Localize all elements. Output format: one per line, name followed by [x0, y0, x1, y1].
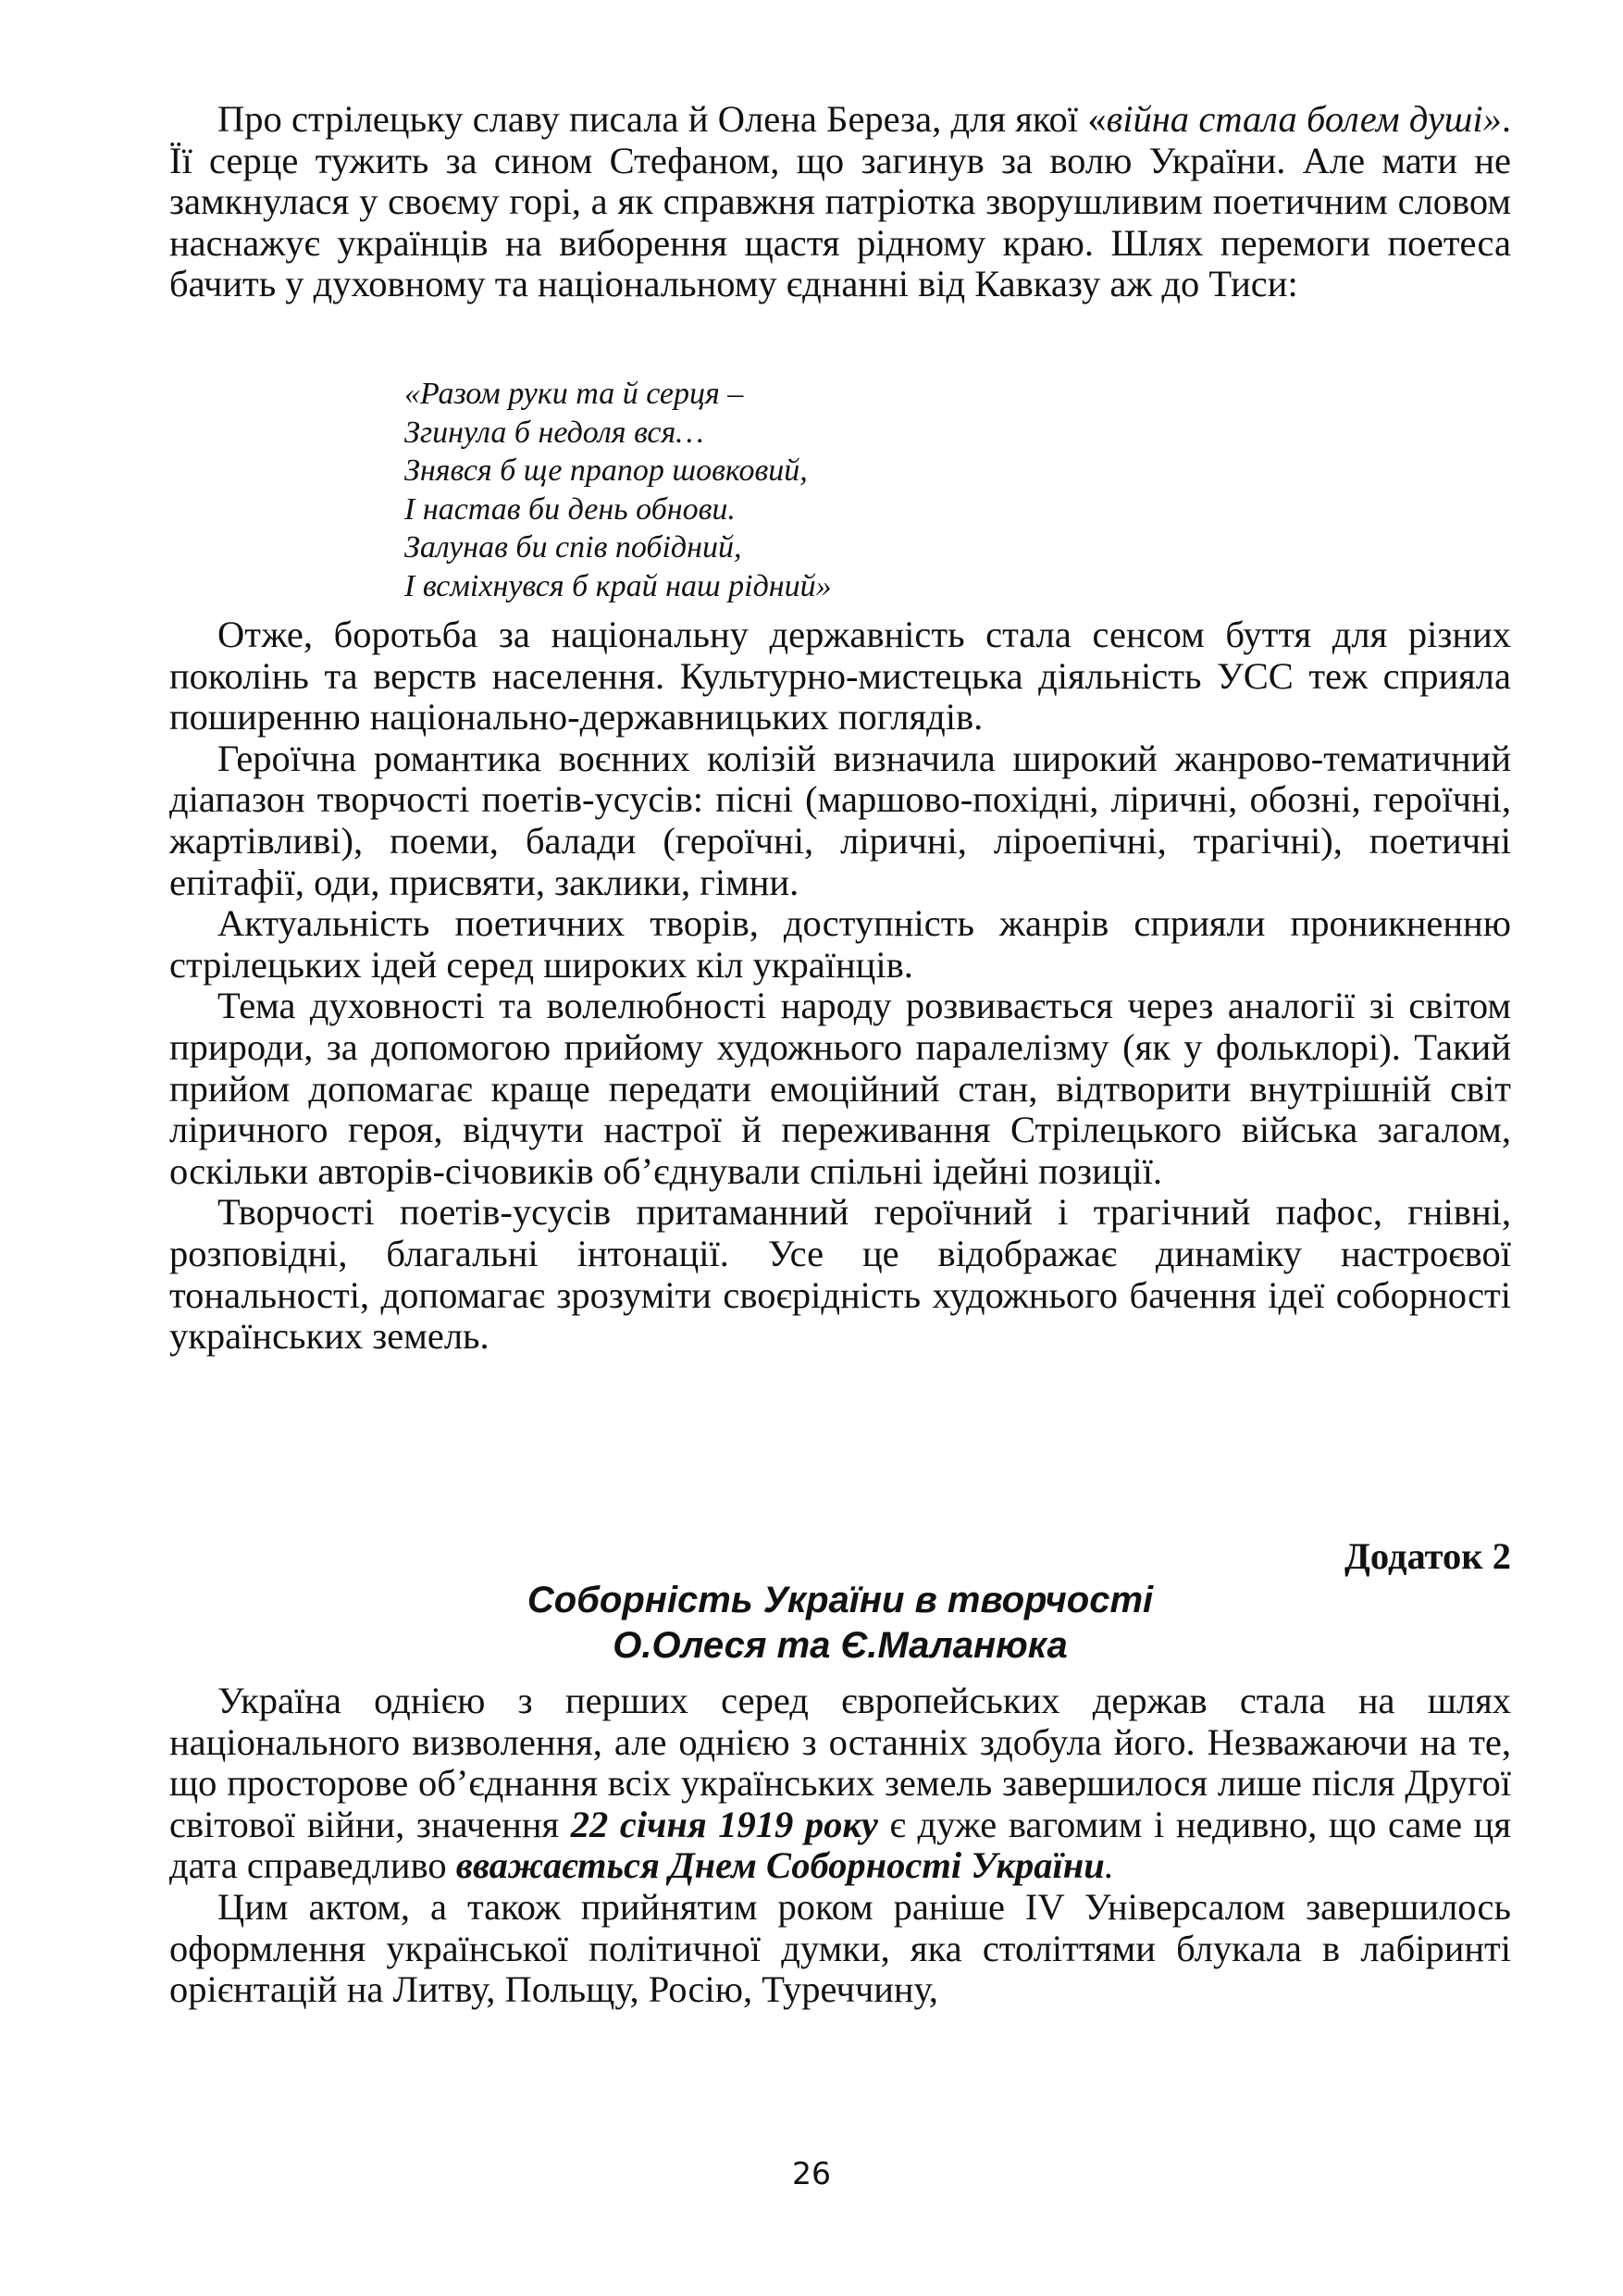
paragraph: Тема духовності та волелюбності народу розвивається через аналогії зі світом природи, за допомогою прийому художнього паралелізму (як у фольклорі). Такий прийом допомагає краще передати емоційний стан, відтворити внутрішній світ ліричного героя, відчути настрої й переживання Стрілецького війська загалом, оскільки авторів-січовиків об’єднували спільні ідейні позиції.: [169, 985, 1511, 1192]
heading-line-2: О.Олеся та Є.Маланюка: [613, 1625, 1068, 1666]
paragraph: Творчості поетів-усусів притаманний героїчний і трагічний пафос, гнівні, розповідні, благальні інтонації. Усе це відображає динаміку настроєвої тональності, допомагає зрозуміти своєрідність художнього бачення ідеї соборності українських земель.: [169, 1191, 1511, 1358]
paragraph: Актуальність поетичних творів, доступність жанрів сприяли проникненню стрілецьких ідей серед широких кіл українців.: [169, 902, 1511, 986]
intro-paragraph-block: [169, 99, 1511, 305]
page-number: 26: [792, 2155, 831, 2191]
verse-line: Знявся б ще прапор шовковий,: [404, 453, 808, 489]
paragraph-sobornist: Україна однією з перших серед європейських держав стала на шлях національного визволення, але однією з останніх здобула його. Незважаючи на те, що просторове об’єднання всіх українських земель завершилося лише після Другої світової війни, значення 22 січня 1919 року є дуже вагомим і недивно, що саме ця дата справедливо вважається Днем Соборності України.: [169, 1680, 1511, 1887]
verse-line: І всміхнувся б край наш рідний»: [404, 568, 832, 603]
poem-quote: [404, 375, 832, 606]
heading-line-1: Соборність України в творчості: [527, 1580, 1154, 1620]
day-emphasis: вважається Днем Соборності України: [455, 1844, 1105, 1887]
appendix-label: Додаток 2: [1344, 1535, 1511, 1577]
verse-line: «Разом руки та й серця –: [404, 377, 744, 411]
verse-line: Залунав би спів побідний,: [404, 530, 742, 565]
paragraph: Героїчна романтика воєнних колізій визначила широкий жанрово-тематичний діапазон творчості поетів-усусів: пісні (маршово-похідні, ліричні, обозні, героїчні, жартівливі), поеми, балади (героїчні, ліричні, ліроепічні, трагічні), поетичні епітафії, оди, присвяти, заклики, гімни.: [169, 737, 1511, 903]
date-emphasis: 22 січня 1919 року: [570, 1803, 878, 1845]
verse-line: Згинула б недоля вся…: [404, 415, 704, 450]
paragraph: Цим актом, а також прийнятим роком раніше IV Універсалом завершилось оформлення української політичної думки, яка століттями блукала в лабіринті орієнтацій на Литву, Польщу, Росію, Туреччину,: [169, 1885, 1511, 2011]
section-heading: [169, 1578, 1511, 1669]
paragraph-olena-bereza: Про стрілецьку славу писала й Олена Береза, для якої «війна стала болем душі». Її серце тужить за сином Стефаном, що загинув за волю України. Але мати не замкнулася у своєму горі, а як справжня патріотка зворушливим поетичним словом наснажує українців на виборення щастя рідному краю. Шлях перемоги поетеса бачить у духовному та національному єднанні від Кавказу аж до Тиси:: [169, 98, 1512, 305]
quote-emphasis: війна стала болем душі»: [1106, 98, 1502, 140]
verse-line: І настав би день обнови.: [404, 491, 736, 527]
section-paragraph-block: [169, 1681, 1511, 2011]
paragraph: Отже, боротьба за національну державність стала сенсом буття для різних поколінь та верств населення. Культурно-мистецька діяльність УСС теж сприяла поширенню національно-державницьких поглядів.: [169, 614, 1511, 738]
main-paragraph-block: [169, 614, 1511, 1358]
